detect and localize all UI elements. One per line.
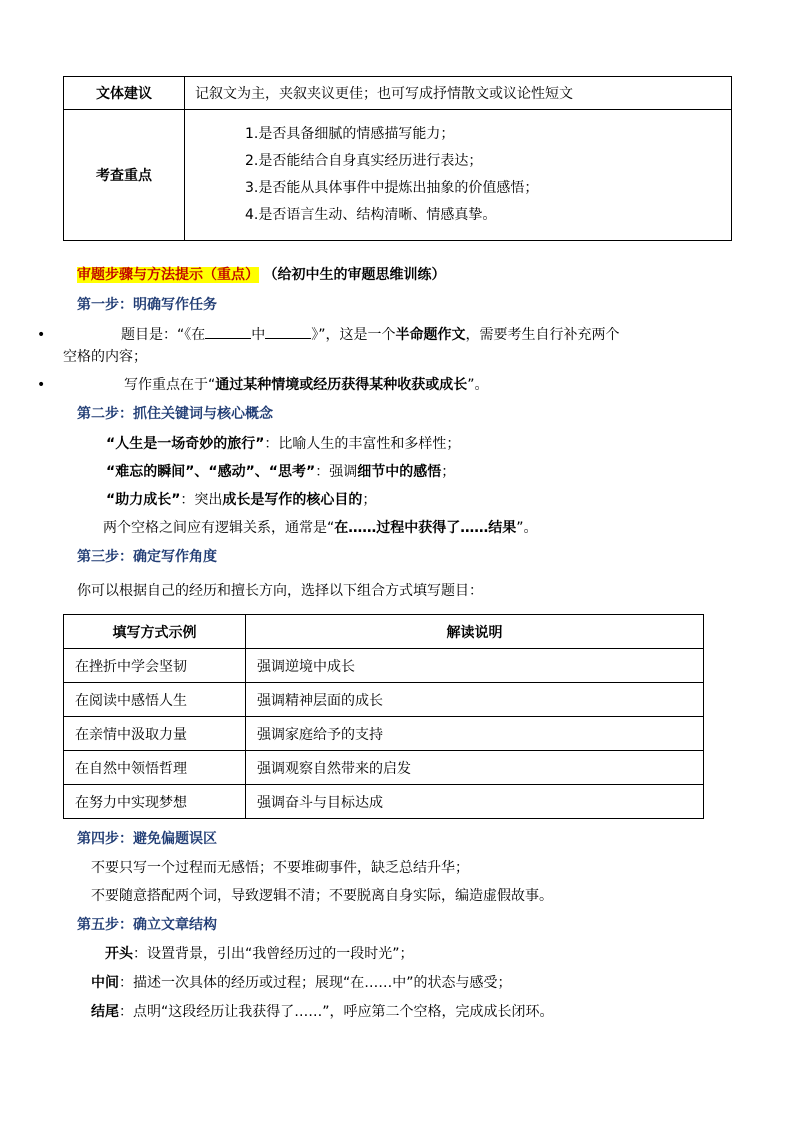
step4-title: 第四步：避免偏题误区	[77, 831, 217, 847]
step3-title: 第三步：确定写作角度	[77, 549, 217, 565]
bold-text: 在……过程中获得了……结果	[334, 520, 517, 536]
step1-bullet1-line2: 空格的内容；	[63, 349, 147, 365]
table-cell-content	[185, 110, 732, 241]
step5-line1	[105, 943, 414, 963]
step4-line1: 不要只写一个过程而无感悟；不要堆砌事件，缺乏总结升华；	[91, 860, 469, 876]
cell-text: 强调奋斗与目标达成	[257, 794, 383, 811]
bold-text: 中间	[91, 975, 119, 991]
cell-text: 在亲情中汲取力量	[75, 726, 187, 743]
blank	[265, 338, 311, 339]
bold-text: 细节中的感悟	[357, 464, 442, 480]
text: 中	[251, 327, 266, 343]
angle-table	[63, 614, 704, 819]
step2-line2	[106, 461, 455, 481]
text: ：描述一次具体的经历或过程；展现“在……中”的状态与感受；	[119, 975, 512, 991]
step2-line1	[106, 433, 460, 453]
genre-text: 记叙文为主，夹叙夹议更佳；也可写成抒情散文或议论性短文	[195, 86, 573, 102]
table-row	[64, 751, 704, 785]
bold-text: “助力成长”	[106, 492, 181, 508]
step2-line4	[103, 517, 538, 537]
text: ：设置背景，引出“我曾经历过的一段时光”；	[133, 946, 414, 962]
focus-item: 2.是否能结合自身真实经历进行表达；	[245, 153, 483, 169]
text: ”。	[467, 377, 489, 393]
bold-text: 结尾	[91, 1004, 119, 1020]
text: ”。	[516, 520, 538, 536]
text: ；	[441, 464, 456, 480]
step5-line2	[91, 972, 512, 992]
text: 题目是：“《在	[121, 327, 206, 343]
step2-line3	[106, 489, 376, 509]
table-row	[64, 683, 704, 717]
table-row	[64, 717, 704, 751]
text: ：强调	[315, 464, 358, 480]
bullet-icon: •	[37, 327, 46, 343]
bold-text: 通过某种情境或经历获得某种收获或成长	[215, 377, 468, 393]
info-table	[63, 76, 732, 241]
section-heading	[77, 264, 445, 284]
table-cell-label	[64, 77, 185, 110]
text: ：点明“这段经历让我获得了……”，呼应第二个空格，完成成长闭环。	[119, 1004, 554, 1020]
table-row	[64, 649, 704, 683]
table-row	[64, 785, 704, 819]
step5-line3	[91, 1001, 554, 1021]
text: ：比喻人生的丰富性和多样性；	[264, 436, 461, 452]
step4-line2: 不要随意搭配两个词，导致逻辑不清；不要脱离自身实际，编造虚假故事。	[91, 888, 553, 904]
table-cell-label	[64, 110, 185, 241]
bold-text: 成长是写作的核心目的	[222, 492, 363, 508]
text: 》”，这是一个	[311, 327, 396, 343]
bold-text: 半命题作文	[395, 327, 466, 343]
text: ，需要考生自行补充两个	[465, 327, 620, 343]
focus-item: 1.是否具备细腻的情感描写能力；	[245, 126, 455, 142]
bold-text: “人生是一场奇妙的旅行”	[106, 436, 265, 452]
cell-text: 强调家庭给予的支持	[257, 726, 383, 743]
section-note: （给初中生的审题思维训练）	[263, 267, 446, 283]
bullet-icon: •	[37, 377, 46, 393]
step1-bullet1	[121, 324, 620, 344]
cell-text: 在阅读中感悟人生	[75, 692, 187, 709]
text: 写作重点在于“	[124, 377, 216, 393]
table-header	[246, 615, 704, 649]
step3-intro: 你可以根据自己的经历和擅长方向，选择以下组合方式填写题目：	[77, 583, 483, 599]
cell-text: 强调逆境中成长	[257, 658, 355, 675]
cell-text: 在努力中实现梦想	[75, 794, 187, 811]
table-cell-content	[185, 77, 732, 110]
step1-bullet2	[124, 374, 489, 394]
label-genre: 文体建议	[96, 86, 152, 102]
text: ；	[362, 492, 377, 508]
header-text: 填写方式示例	[112, 624, 197, 641]
cell-text: 在挫折中学会坚韧	[75, 658, 187, 675]
section-title: 审题步骤与方法提示（重点）	[77, 267, 259, 283]
cell-text: 在自然中领悟哲理	[75, 760, 187, 777]
text: ：突出	[180, 492, 223, 508]
step2-title: 第二步：抓住关键词与核心概念	[77, 406, 273, 422]
cell-text: 强调精神层面的成长	[257, 692, 383, 709]
step1-title: 第一步：明确写作任务	[77, 297, 217, 313]
header-text: 解读说明	[446, 624, 503, 641]
table-header	[64, 615, 246, 649]
label-focus: 考查重点	[96, 168, 152, 184]
blank	[205, 338, 251, 339]
focus-item: 4.是否语言生动、结构清晰、情感真挚。	[245, 207, 497, 223]
bold-text: 开头	[105, 946, 133, 962]
text: 两个空格之间应有逻辑关系，通常是“	[103, 520, 335, 536]
cell-text: 强调观察自然带来的启发	[257, 760, 411, 777]
bold-text: “难忘的瞬间”、“感动”、“思考”	[106, 464, 316, 480]
step5-title: 第五步：确立文章结构	[77, 917, 217, 933]
focus-item: 3.是否能从具体事件中提炼出抽象的价值感悟；	[245, 180, 539, 196]
